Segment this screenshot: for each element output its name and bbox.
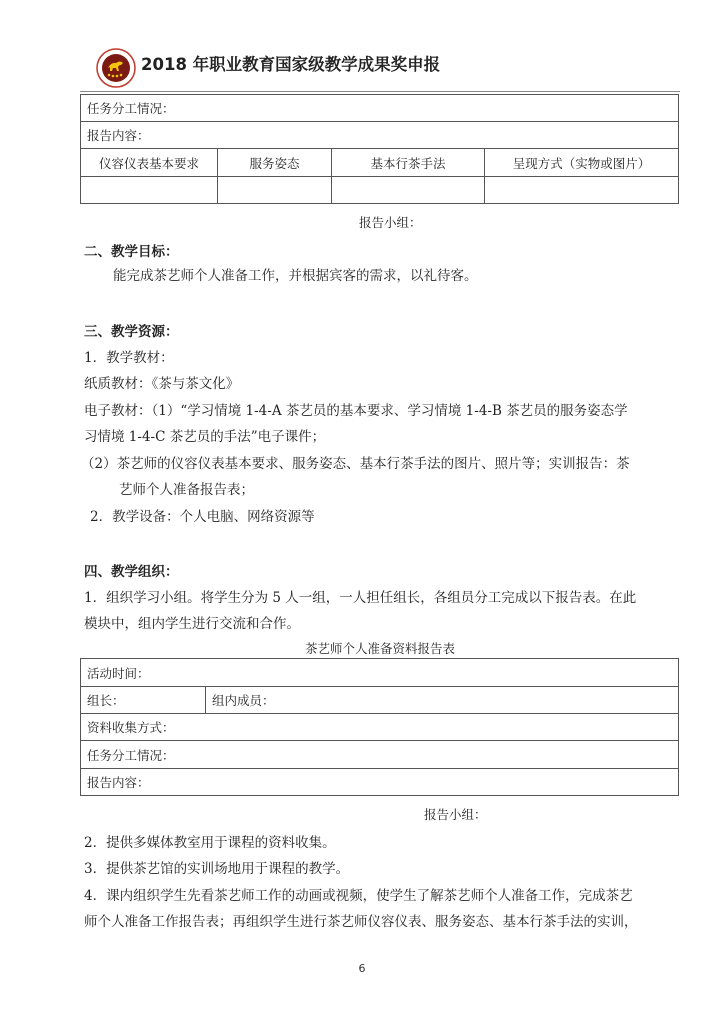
resources-line: 电子教材：（1）“学习情境 1-4-A 茶艺员的基本要求、学习情境 1-4-B 茶艺员的服务姿态学 xyxy=(84,403,628,419)
table-row xyxy=(81,714,678,741)
school-logo xyxy=(96,48,136,88)
column-header: 基本行茶手法 xyxy=(332,149,485,176)
group-leader-cell[interactable] xyxy=(81,687,206,713)
resources-line: 纸质教材：《茶与茶文化》 xyxy=(84,376,240,392)
table-cell[interactable] xyxy=(485,177,678,203)
table-row xyxy=(81,95,678,122)
organization-line: 2．提供多媒体教室用于课程的资料收集。 xyxy=(84,835,336,851)
activity-time-label: 活动时间： xyxy=(87,666,150,681)
group-members-label: 组内成员： xyxy=(212,693,275,708)
section-heading-organization: 四、教学组织： xyxy=(84,564,179,580)
header-divider xyxy=(80,91,680,92)
resources-line: 艺师个人准备报告表； xyxy=(119,482,254,498)
objectives-text: 能完成茶艺师个人准备工作，并根据宾客的需求，以礼待客。 xyxy=(113,268,478,284)
task-division-label: 任务分工情况： xyxy=(87,101,175,116)
header-title: 2018 年职业教育国家级教学成果奖申报 xyxy=(141,55,441,74)
section-heading-resources: 三、教学资源： xyxy=(84,324,179,340)
resources-line: 习情境 1-4-C 茶艺员的手法”电子课件； xyxy=(84,429,326,445)
resources-line: （2）茶艺师的仪容仪表基本要求、服务姿态、基本行茶手法的图片、照片等；实训报告：茶 xyxy=(81,456,630,472)
resources-line: 1．教学教材： xyxy=(84,350,174,366)
report-group-label: 报告小组： xyxy=(424,807,487,822)
table-row xyxy=(81,659,678,687)
table-row xyxy=(81,687,678,714)
column-header: 呈现方式（实物或图片） xyxy=(512,155,651,171)
resources-line: 2．教学设备：个人电脑、网络资源等 xyxy=(90,509,315,525)
report-content-label: 报告内容： xyxy=(87,128,150,143)
section-heading-objectives: 二、教学目标： xyxy=(84,244,179,260)
table-row xyxy=(81,741,678,769)
group-leader-label: 组长： xyxy=(87,693,125,708)
organization-line: 1．组织学习小组。将学生分为 5 人一组，一人担任组长，各组员分工完成以下报告表。在此 xyxy=(84,590,637,606)
report-content-label: 报告内容： xyxy=(87,775,150,790)
organization-line: 师个人准备工作报告表；再组织学生进行茶艺师仪容仪表、服务姿态、基本行茶手法的实训， xyxy=(84,914,638,930)
group-members-cell[interactable] xyxy=(206,687,678,713)
collection-method-label: 资料收集方式： xyxy=(87,720,175,735)
column-header: 仪容仪表基本要求 xyxy=(81,149,218,176)
organization-line: 模块中，组内学生进行交流和合作。 xyxy=(84,616,300,632)
page-number: 6 xyxy=(358,962,366,975)
report-group-label: 报告小组： xyxy=(359,215,422,230)
table-cell[interactable] xyxy=(332,177,485,203)
table-caption: 茶艺师个人准备资料报告表 xyxy=(305,641,456,656)
table-cell[interactable] xyxy=(218,177,332,203)
column-header: 服务姿态 xyxy=(218,149,332,176)
report-table-continued xyxy=(80,94,679,204)
organization-line: 4．课内组织学生先看茶艺师工作的动画或视频，使学生了解茶艺师个人准备工作，完成茶艺 xyxy=(84,888,633,904)
table-cell[interactable] xyxy=(81,177,218,203)
tea-artist-preparation-report-table xyxy=(80,658,679,796)
table-row xyxy=(81,122,678,149)
organization-line: 3．提供茶艺馆的实训场地用于课程的教学。 xyxy=(84,861,350,877)
table-row xyxy=(81,769,678,795)
table-row-empty xyxy=(81,177,678,203)
table-header-row xyxy=(81,149,678,177)
task-division-label: 任务分工情况： xyxy=(87,748,175,763)
